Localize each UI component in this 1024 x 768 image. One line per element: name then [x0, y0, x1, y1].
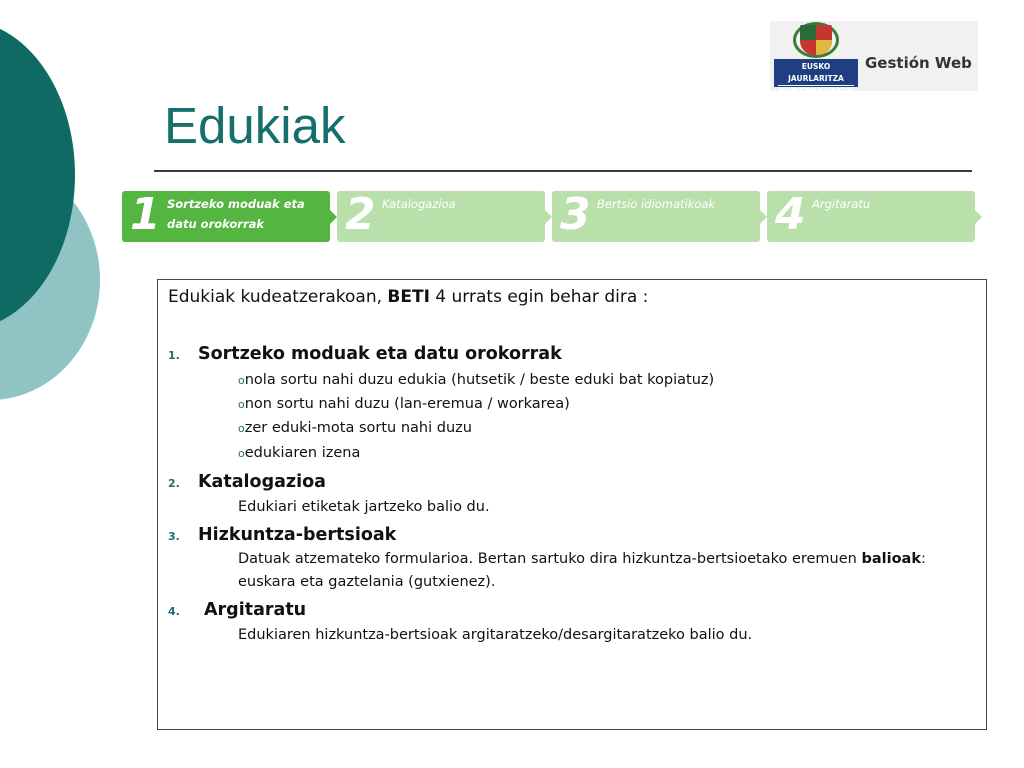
intro-bold: BETI [387, 287, 430, 307]
list-item-1-title: Sortzeko moduak eta datu orokorrak [198, 344, 562, 364]
list-item-3-heading [168, 525, 396, 545]
step-3-label: Bertsio idiomatikoak [597, 197, 716, 211]
step-1-label: Sortzeko moduak eta datu orokorrak [167, 197, 305, 231]
title-divider [154, 170, 972, 172]
list-item-1-heading [168, 344, 562, 364]
list-item-2-heading [168, 472, 326, 492]
gestion-web-logo [770, 21, 978, 96]
page-title: Edukiak [164, 97, 346, 154]
list-item-4-heading [168, 600, 306, 620]
intro-text [168, 287, 648, 307]
step-3-arrow-icon [760, 210, 767, 224]
sub-item-text: edukiaren izena [244, 445, 361, 461]
sub-item [238, 372, 714, 388]
bullet-circle-icon: o [238, 422, 245, 435]
list-item-4-title: Argitaratu [204, 600, 307, 620]
bullet-circle-icon: o [238, 374, 245, 387]
list-item-2-title: Katalogazioa [198, 472, 326, 492]
step-1-arrow-icon [330, 210, 337, 224]
sub-item [238, 396, 570, 412]
step-2 [337, 191, 545, 242]
step-3-number: 3 [560, 189, 591, 240]
sub-item-text: nola sortu nahi duzu edukia (hutsetik / beste eduki bat kopiatuz) [244, 372, 715, 388]
basque-government-emblem [773, 23, 859, 96]
description-pre: Datuak atzemateko formularioa. Bertan sartuko dira hizkuntza-bertsioetako eremuen [238, 551, 862, 567]
step-3 [552, 191, 760, 242]
list-item-1-number: 1. [168, 349, 180, 362]
bullet-circle-icon: o [238, 398, 245, 411]
description-post: : euskara eta gaztelania (gutxienez). [238, 551, 926, 590]
step-2-label: Katalogazioa [382, 197, 456, 211]
step-progress-bar [122, 191, 982, 242]
intro-pre: Edukiak kudeatzerakoan, [168, 287, 388, 307]
list-item-2-description: Edukiari etiketak jartzeko balio du. [238, 499, 490, 515]
step-4-arrow-icon [975, 210, 982, 224]
content-box [157, 279, 987, 730]
step-2-number: 2 [345, 189, 376, 240]
list-item-3-title: Hizkuntza-bertsioak [198, 525, 397, 545]
logo-text: Gestión Web [865, 54, 972, 72]
step-2-arrow-icon [545, 210, 552, 224]
logo-plate-line2: GOBIERNO VASCO [778, 87, 854, 96]
list-item-3-description [238, 548, 983, 594]
list-item-4-description: Edukiaren hizkuntza-bertsioak argitaratzeko/desargitaratzeko balio du. [238, 627, 753, 643]
step-4-label: Argitaratu [812, 197, 871, 211]
description-bold: balioak [861, 551, 921, 567]
step-1-number: 1 [130, 189, 161, 240]
step-4-number: 4 [775, 189, 806, 240]
sub-item [238, 445, 360, 461]
sub-item-text: non sortu nahi duzu (lan-eremua / workarea) [244, 396, 570, 412]
step-1 [122, 191, 330, 242]
sub-item-text: zer eduki-mota sortu nahi duzu [244, 420, 472, 436]
list-item-3-number: 3. [168, 530, 180, 543]
step-4 [767, 191, 975, 242]
shield-icon [800, 25, 832, 55]
logo-plate [774, 59, 858, 96]
bullet-circle-icon: o [238, 447, 245, 460]
intro-post: 4 urrats egin behar dira : [429, 287, 649, 307]
sub-item [238, 420, 472, 436]
list-item-2-number: 2. [168, 477, 180, 490]
list-item-4-number: 4. [168, 605, 180, 618]
logo-plate-line1: EUSKO JAURLARITZA [788, 62, 844, 83]
